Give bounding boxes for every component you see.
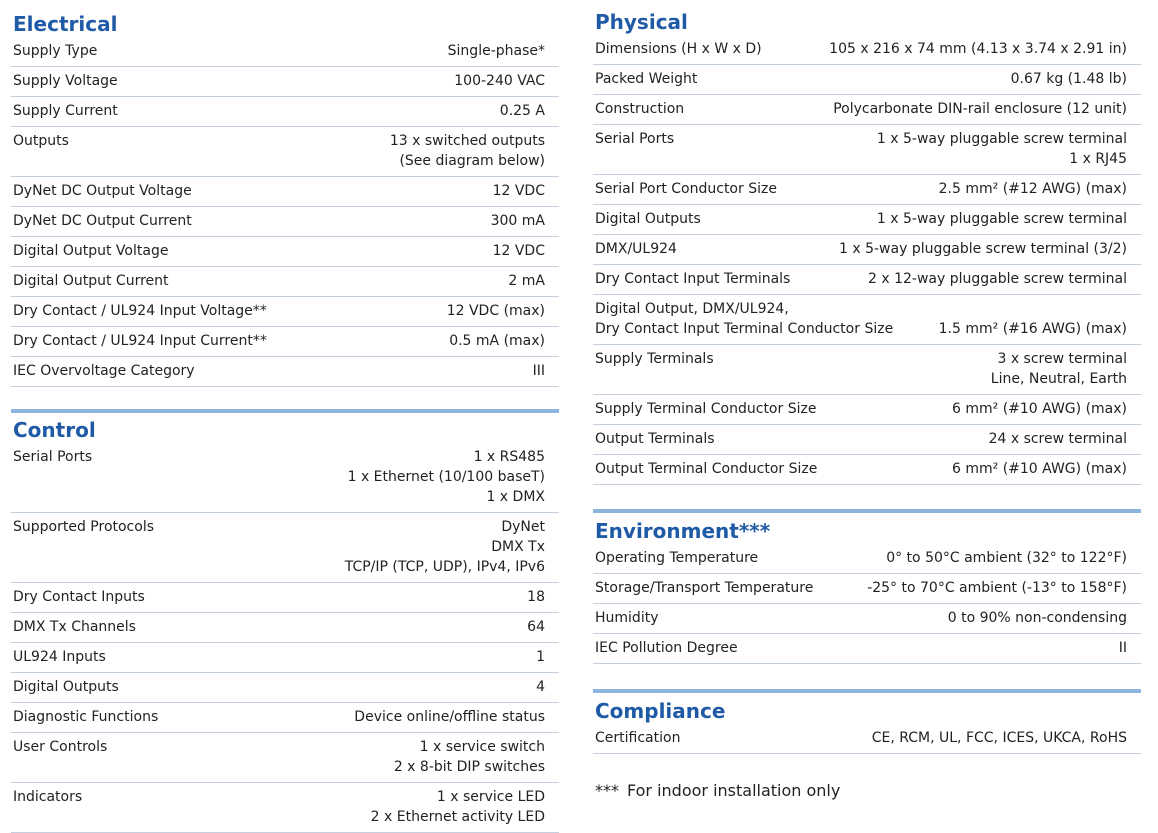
- spec-label: [13, 587, 157, 607]
- spec-label-line: IEC Overvoltage Category: [13, 363, 195, 379]
- spec-value: [508, 271, 545, 291]
- spec-label-line: Construction: [595, 101, 685, 117]
- spec-value-line: 12 VDC: [492, 243, 545, 259]
- electrical-section: [11, 0, 559, 387]
- spec-label: [13, 241, 180, 261]
- spec-label-line: Dry Contact Input Terminal Conductor Size: [595, 321, 894, 337]
- spec-row: [11, 513, 559, 583]
- spec-label-line: Storage/Transport Temperature: [595, 580, 814, 596]
- spec-value-line: 0.5 mA (max): [449, 333, 545, 349]
- footnote: [593, 780, 1141, 802]
- spec-value: [952, 399, 1127, 419]
- spec-label: [595, 578, 825, 598]
- spec-value-line: 100-240 VAC: [454, 73, 545, 89]
- spec-label-line: Dry Contact / UL924 Input Current**: [13, 333, 267, 349]
- spec-value-line: -25° to 70°C ambient (-13° to 158°F): [867, 580, 1127, 596]
- spec-label: [595, 728, 692, 748]
- spec-label: [13, 41, 109, 61]
- spec-value-line: TCP/IP (TCP, UDP), IPv4, IPv6: [344, 559, 545, 575]
- spec-value: [991, 349, 1127, 389]
- spec-value: [886, 548, 1127, 568]
- spec-value-line: 1 x RJ45: [1069, 151, 1127, 167]
- spec-value: [536, 677, 545, 697]
- spec-value: [493, 181, 545, 201]
- spec-value-line: DMX Tx: [491, 539, 545, 555]
- spec-value: [345, 517, 545, 577]
- spec-value-line: DyNet: [501, 519, 545, 535]
- spec-value-line: 64: [527, 619, 545, 635]
- environment-heading: Environment***: [595, 519, 771, 543]
- spec-label: [595, 399, 828, 419]
- spec-value: [867, 578, 1127, 598]
- spec-label: [595, 608, 670, 628]
- environment-spec-table: [593, 544, 1141, 664]
- left-column: [11, 0, 559, 833]
- spec-value-line: 1 x service LED: [436, 789, 545, 805]
- spec-row: [593, 125, 1141, 175]
- spec-value-line: Line, Neutral, Earth: [990, 371, 1127, 387]
- spec-value: [449, 331, 545, 351]
- spec-row: [593, 345, 1141, 395]
- spec-value-line: 13 x switched outputs: [389, 133, 545, 149]
- spec-value: [354, 707, 545, 727]
- physical-section: [593, 0, 1141, 485]
- spec-value: [500, 101, 545, 121]
- spec-value: [939, 299, 1127, 339]
- spec-value-line: 2 x 8-bit DIP switches: [393, 759, 545, 775]
- spec-value-line: 12 VDC: [492, 183, 545, 199]
- spec-label: [13, 301, 279, 321]
- physical-heading: Physical: [595, 10, 688, 34]
- spec-label-line: Digital Outputs: [13, 679, 119, 695]
- compliance-section: [593, 689, 1141, 754]
- spec-value-line: 18: [527, 589, 545, 605]
- spec-row: [593, 265, 1141, 295]
- spec-value-line: 300 mA: [490, 213, 545, 229]
- spec-value-line: 0.67 kg (1.48 lb): [1010, 71, 1127, 87]
- spec-label-line: Output Terminals: [595, 431, 715, 447]
- spec-value-line: Polycarbonate DIN-rail enclosure (12 unit): [833, 101, 1127, 117]
- spec-value-line: 4: [536, 679, 545, 695]
- spec-row: [593, 235, 1141, 265]
- spec-value: [1119, 638, 1127, 658]
- spec-value-line: 3 x screw terminal: [997, 351, 1127, 367]
- spec-label: [13, 647, 118, 667]
- spec-row: [11, 97, 559, 127]
- spec-row: [593, 574, 1141, 604]
- spec-label: [595, 209, 713, 229]
- spec-row: [11, 297, 559, 327]
- spec-value-line: 2 x Ethernet activity LED: [370, 809, 545, 825]
- spec-value: [833, 99, 1127, 119]
- spec-label-line: Supply Voltage: [13, 73, 118, 89]
- compliance-heading: Compliance: [595, 699, 726, 723]
- spec-value-line: Single-phase*: [447, 43, 545, 59]
- spec-value-line: 12 VDC (max): [446, 303, 545, 319]
- spec-value-line: CE, RCM, UL, FCC, ICES, UKCA, RoHS: [871, 730, 1127, 746]
- spec-value: [872, 728, 1127, 748]
- spec-row: [593, 544, 1141, 574]
- spec-label-line: Serial Port Conductor Size: [595, 181, 777, 197]
- spec-value: [1011, 69, 1127, 89]
- spec-value: [348, 447, 545, 507]
- spec-label-line: Operating Temperature: [595, 550, 759, 566]
- spec-row: [11, 613, 559, 643]
- right-column: [593, 0, 1141, 802]
- control-spec-table: [11, 443, 559, 833]
- spec-value: [491, 211, 545, 231]
- spec-value: [527, 587, 545, 607]
- spec-label: [595, 459, 829, 479]
- spec-value-line: 2.5 mm² (#12 AWG) (max): [938, 181, 1127, 197]
- spec-value: [939, 179, 1127, 199]
- spec-row: [11, 733, 559, 783]
- spec-value: [454, 71, 545, 91]
- spec-label: [13, 361, 207, 381]
- spec-row: [593, 724, 1141, 754]
- spec-label-line: Digital Output, DMX/UL924,: [595, 301, 789, 317]
- spec-label: [595, 179, 789, 199]
- spec-value-line: 6 mm² (#10 AWG) (max): [952, 461, 1127, 477]
- spec-label: [13, 181, 204, 201]
- spec-row: [593, 425, 1141, 455]
- spec-value-line: 105 x 216 x 74 mm (4.13 x 3.74 x 2.91 in): [829, 41, 1127, 57]
- spec-label: [13, 677, 131, 697]
- spec-value: [390, 131, 545, 171]
- spec-value-line: 1: [536, 649, 545, 665]
- spec-label: [13, 71, 130, 91]
- spec-label: [13, 271, 181, 291]
- spec-label-line: Supply Terminals: [595, 351, 714, 367]
- control-heading: Control: [13, 418, 96, 442]
- spec-value-line: 1 x 5-way pluggable screw terminal: [876, 131, 1127, 147]
- spec-label-line: Output Terminal Conductor Size: [595, 461, 818, 477]
- spec-label: [13, 617, 148, 637]
- spec-label-line: Digital Output Current: [13, 273, 169, 289]
- spec-value: [447, 301, 545, 321]
- spec-row: [593, 175, 1141, 205]
- spec-label: [13, 787, 94, 807]
- spec-value: [533, 361, 545, 381]
- footnote-mark: ***: [595, 781, 619, 800]
- spec-label-line: Dry Contact Input Terminals: [595, 271, 791, 287]
- spec-row: [11, 37, 559, 67]
- spec-row: [11, 207, 559, 237]
- spec-row: [11, 177, 559, 207]
- physical-spec-table: [593, 35, 1141, 485]
- spec-value-line: Device online/offline status: [354, 709, 545, 725]
- spec-value: [394, 737, 545, 777]
- spec-value: [493, 241, 545, 261]
- spec-label: [595, 548, 770, 568]
- spec-value-line: 2 x 12-way pluggable screw terminal: [868, 271, 1127, 287]
- spec-label: [13, 447, 104, 467]
- spec-label-line: Digital Outputs: [595, 211, 701, 227]
- spec-value-line: 2 mA: [508, 273, 545, 289]
- spec-label-line: Serial Ports: [595, 131, 675, 147]
- spec-label-line: Humidity: [595, 610, 659, 626]
- spec-value-line: 0.25 A: [499, 103, 545, 119]
- spec-value-line: 1 x service switch: [419, 739, 545, 755]
- spec-row: [11, 643, 559, 673]
- spec-value: [371, 787, 545, 827]
- spec-label-line: Packed Weight: [595, 71, 698, 87]
- spec-label: [595, 638, 750, 658]
- footnote-text: For indoor installation only: [627, 781, 841, 800]
- spec-label: [595, 239, 689, 259]
- spec-label-line: Diagnostic Functions: [13, 709, 159, 725]
- spec-row: [593, 65, 1141, 95]
- spec-row: [11, 267, 559, 297]
- spec-value-line: 1 x 5-way pluggable screw terminal (3/2): [839, 241, 1127, 257]
- spec-value: [448, 41, 545, 61]
- spec-value-line: 1.5 mm² (#16 AWG) (max): [938, 321, 1127, 337]
- spec-row: [593, 455, 1141, 485]
- spec-value-line: 24 x screw terminal: [988, 431, 1127, 447]
- spec-label-line: DyNet DC Output Voltage: [13, 183, 192, 199]
- spec-label: [13, 131, 81, 151]
- spec-label: [13, 707, 170, 727]
- spec-value: [948, 608, 1127, 628]
- spec-label-line: Serial Ports: [13, 449, 93, 465]
- spec-label: [595, 429, 727, 449]
- spec-value-line: (See diagram below): [399, 153, 545, 169]
- spec-label: [595, 349, 726, 369]
- environment-section: [593, 509, 1141, 664]
- spec-value: [536, 647, 545, 667]
- spec-label: [595, 39, 774, 59]
- spec-label-line: Supported Protocols: [13, 519, 155, 535]
- spec-value-line: III: [532, 363, 545, 379]
- spec-value-line: 6 mm² (#10 AWG) (max): [952, 401, 1127, 417]
- spec-value: [829, 39, 1127, 59]
- electrical-spec-table: [11, 37, 559, 387]
- spec-value-line: [1123, 299, 1127, 319]
- spec-label: [595, 99, 696, 119]
- spec-value: [952, 459, 1127, 479]
- spec-label-line: Outputs: [13, 133, 69, 149]
- control-section: [11, 409, 559, 833]
- spec-value: [839, 239, 1127, 259]
- spec-row: [11, 673, 559, 703]
- spec-label: [595, 269, 802, 289]
- spec-value: [877, 129, 1127, 169]
- spec-value: [527, 617, 545, 637]
- spec-label-line: Dry Contact / UL924 Input Voltage**: [13, 303, 267, 319]
- spec-row: [593, 634, 1141, 664]
- electrical-heading: Electrical: [13, 12, 118, 36]
- spec-label-line: Indicators: [13, 789, 83, 805]
- spec-row: [593, 604, 1141, 634]
- spec-label-line: Supply Type: [13, 43, 98, 59]
- spec-row: [593, 35, 1141, 65]
- spec-value-line: 1 x DMX: [486, 489, 545, 505]
- spec-label-line: Supply Terminal Conductor Size: [595, 401, 817, 417]
- spec-row: [593, 395, 1141, 425]
- spec-label-line: Certification: [595, 730, 681, 746]
- spec-label-line: DMX/UL924: [595, 241, 677, 257]
- spec-label-line: IEC Pollution Degree: [595, 640, 738, 656]
- spec-label: [595, 69, 709, 89]
- spec-row: [11, 443, 559, 513]
- spec-label: [13, 101, 130, 121]
- spec-row: [11, 583, 559, 613]
- spec-row: [593, 295, 1141, 345]
- spec-row: [11, 357, 559, 387]
- spec-label: [13, 737, 119, 757]
- spec-label: [13, 211, 204, 231]
- spec-row: [593, 95, 1141, 125]
- spec-label: [13, 517, 166, 537]
- spec-row: [11, 237, 559, 267]
- spec-label-line: DyNet DC Output Current: [13, 213, 192, 229]
- spec-label-line: DMX Tx Channels: [13, 619, 136, 635]
- spec-label-line: Digital Output Voltage: [13, 243, 169, 259]
- spec-row: [11, 703, 559, 733]
- spec-value-line: 0 to 90% non-condensing: [947, 610, 1127, 626]
- spec-value: [877, 209, 1127, 229]
- spec-row: [11, 327, 559, 357]
- spec-value: [989, 429, 1127, 449]
- spec-value-line: 0° to 50°C ambient (32° to 122°F): [886, 550, 1127, 566]
- spec-label-line: Dimensions (H x W x D): [595, 41, 762, 57]
- spec-label-line: Supply Current: [13, 103, 118, 119]
- spec-row: [11, 127, 559, 177]
- spec-label: [595, 299, 905, 339]
- spec-value-line: 1 x 5-way pluggable screw terminal: [876, 211, 1127, 227]
- spec-value-line: 1 x Ethernet (10/100 baseT): [347, 469, 545, 485]
- spec-label-line: UL924 Inputs: [13, 649, 106, 665]
- compliance-spec-table: [593, 724, 1141, 754]
- spec-label: [595, 129, 686, 149]
- spec-value: [868, 269, 1127, 289]
- spec-label-line: Dry Contact Inputs: [13, 589, 145, 605]
- spec-value-line: II: [1118, 640, 1127, 656]
- spec-label: [13, 331, 279, 351]
- spec-row: [11, 67, 559, 97]
- spec-row: [593, 205, 1141, 235]
- spec-row: [11, 783, 559, 833]
- spec-label-line: User Controls: [13, 739, 108, 755]
- spec-value-line: 1 x RS485: [473, 449, 545, 465]
